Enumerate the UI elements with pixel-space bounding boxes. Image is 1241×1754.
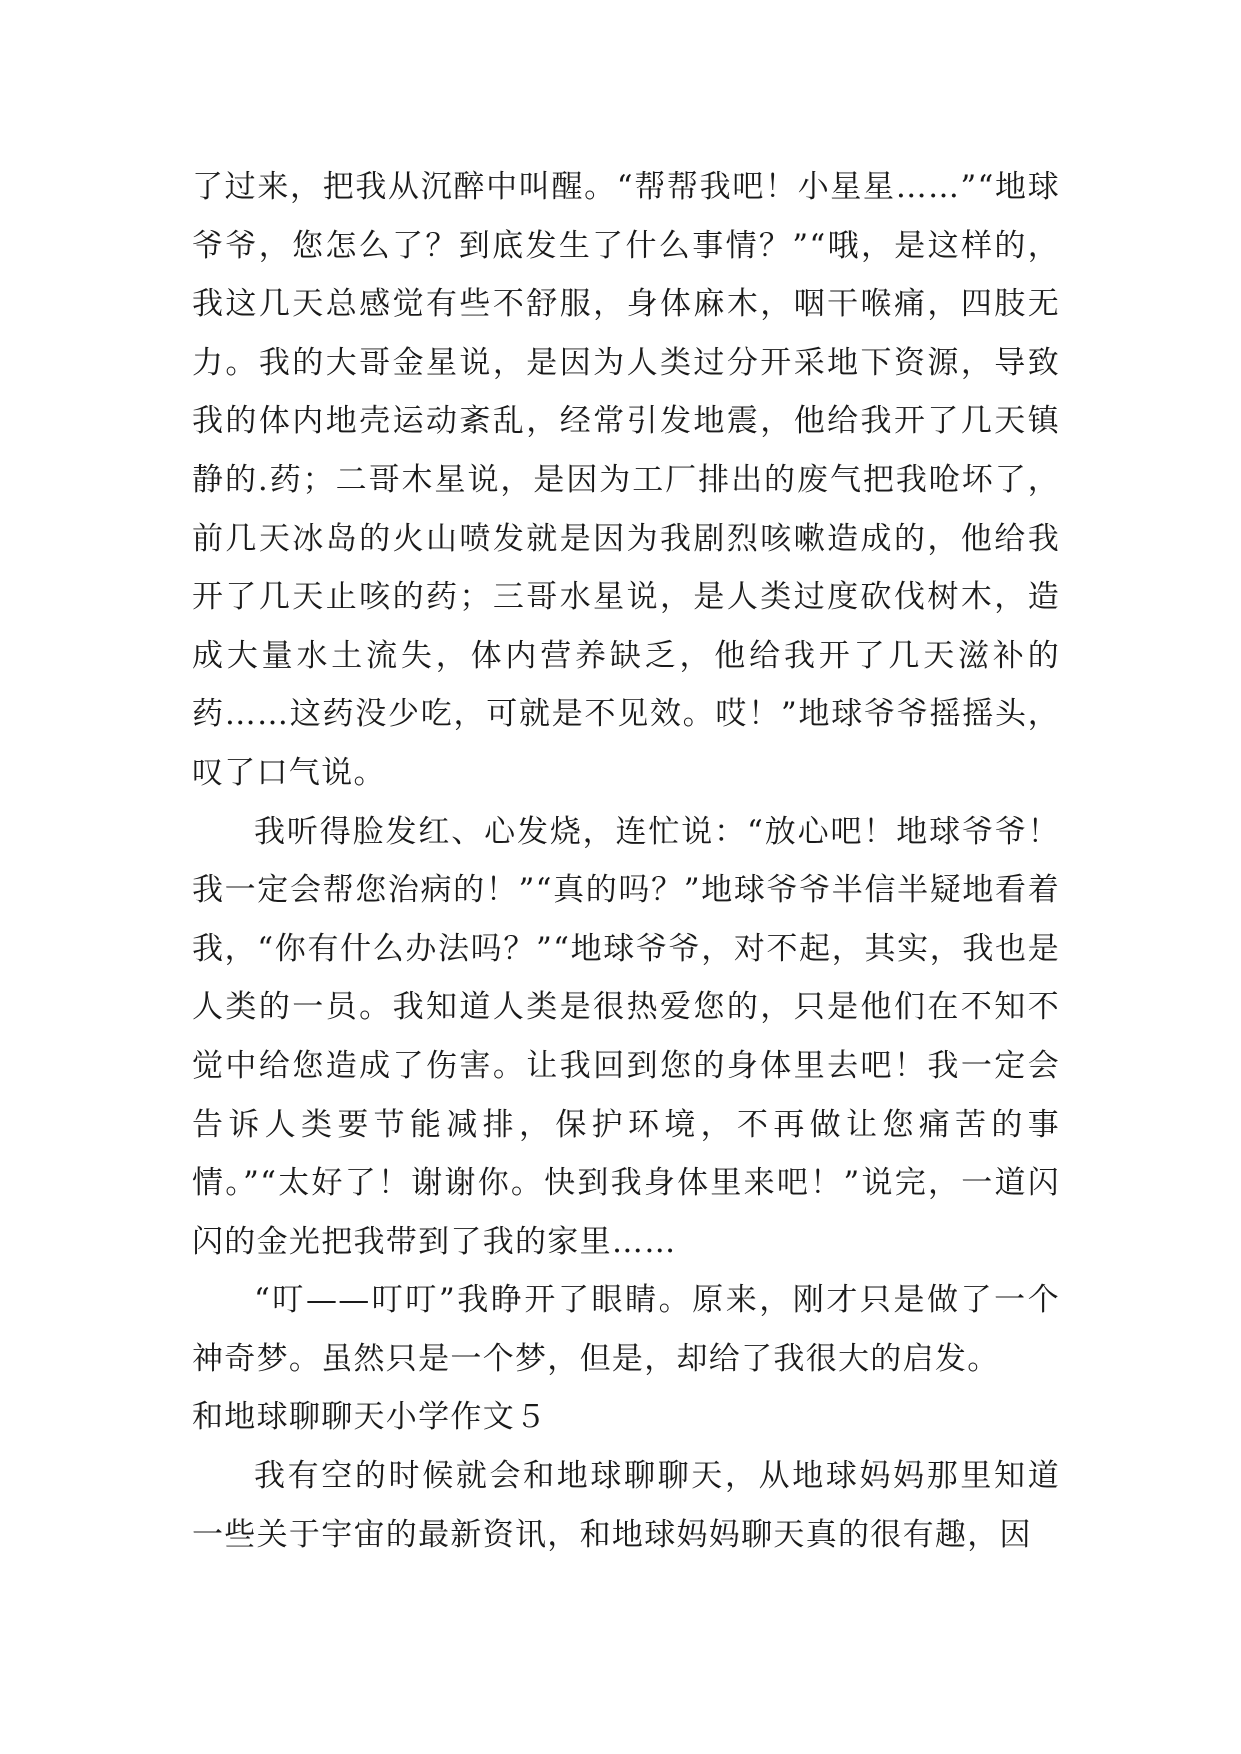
paragraph-earth-grandpa-illness: 了过来，把我从沉醉中叫醒。“帮帮我吧！小星星……”“地球爷爷，您怎么了？到底发生了什么事情？”“哦，是这样的，我这几天总感觉有些不舒服，身体麻木，咽干喉痛，四肢无力。我的大哥金星说，是因为人类过分开采地下资源，导致我的体内地壳运动紊乱，经常引发地震，他给我开了几天镇静的.药；二哥木星说，是因为工厂排出的废气把我呛坏了，前几天冰岛的火山喷发就是因为我剧烈咳嗽造成的，他给我开了几天止咳的药；三哥水星说，是人类过度砍伐树木，造成大量水土流失，体内营养缺乏，他给我开了几天滋补的药……这药没少吃，可就是不见效。哎！”地球爷爷摇摇头，叹了口气说。 [192, 169, 1060, 791]
paragraph-promise-to-help: 我听得脸发红、心发烧，连忙说：“放心吧！地球爷爷！我一定会帮您治病的！”“真的吗？”地球爷爷半信半疑地看着我，“你有什么办法吗？”“地球爷爷，对不起，其实，我也是人类的一员。我知道人类是很热爱您的，只是他们在不知不觉中给您造成了伤害。让我回到您的身体里去吧！我一定会告诉人类要节能减排，保护环境，不再做让您痛苦的事情。”“太好了！谢谢你。快到我身体里来吧！”说完，一道闪闪的金光把我带到了我的家里…… [192, 813, 1060, 1260]
section-title: 和地球聊聊天小学作文５ [192, 1399, 548, 1436]
paragraph-chat-with-earth: 我有空的时候就会和地球聊聊天，从地球妈妈那里知道一些关于宇宙的最新资讯，和地球妈妈聊天真的很有趣，因 [192, 1458, 1060, 1553]
paragraph-wake-up: “叮——叮叮”我睁开了眼睛。原来，刚才只是做了一个神奇梦。虽然只是一个梦，但是，却给了我很大的启发。 [192, 1282, 1060, 1377]
document-body [192, 158, 1060, 1564]
